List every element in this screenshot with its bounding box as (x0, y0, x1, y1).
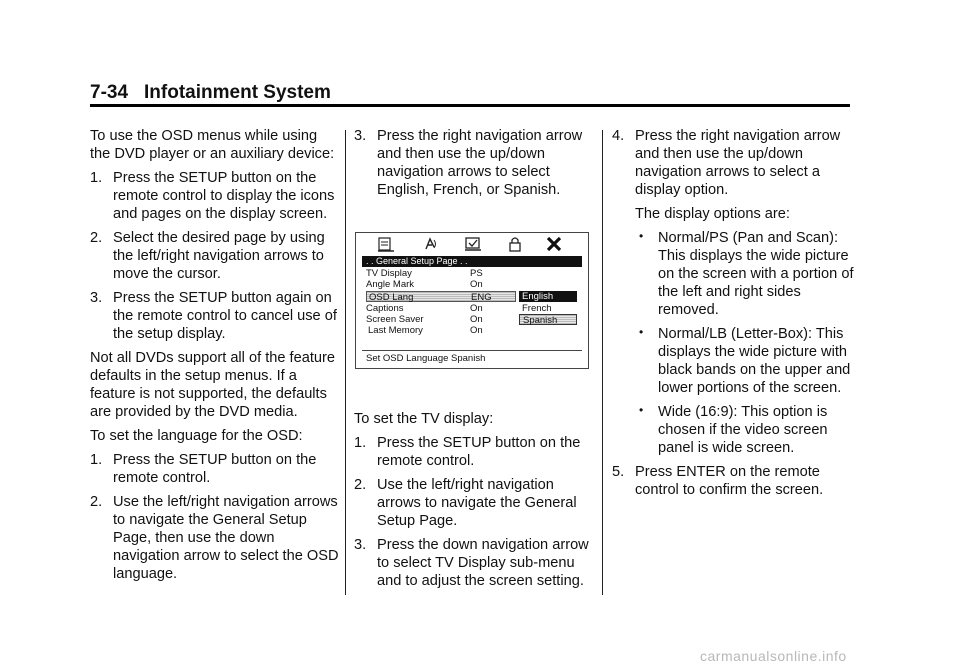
general-setup-screen-figure (355, 232, 589, 369)
exit-icon (546, 236, 562, 252)
list-item: • Normal/LB (Letter-Box): This displays the wide picture with black bands on the upper and lower portions of the screen. (639, 325, 851, 396)
column-1 (90, 127, 340, 589)
list-item: 3. Press the down navigation arrow to select TV Display sub-menu and to adjust the screen setting. (354, 537, 589, 589)
setup-row-tv-display: TV Display PS (366, 268, 483, 279)
screen-divider (362, 350, 582, 351)
setup-page-title: . . General Setup Page . . (362, 256, 582, 267)
section-title: Infotainment System (144, 82, 331, 103)
column-2-lower (354, 410, 599, 596)
list-item: • Wide (16:9): This option is chosen if the video screen panel is wide screen. (639, 403, 828, 456)
setup-row-captions: Captions On (366, 303, 483, 314)
list-item: • Normal/PS (Pan and Scan): This displays the wide picture on the screen with a portion of the left and right sides removed. (639, 229, 854, 318)
list-item: 4. Press the right navigation arrow and then use the up/down navigation arrows to select a display option. (612, 128, 841, 198)
column-divider-1 (345, 130, 346, 595)
note-paragraph: Not all DVDs support all of the feature defaults in the setup menus. If a feature is not supported, the defaults are provided by the DVD media. (90, 350, 335, 420)
osd-intro-paragraph: To use the OSD menus while using the DVD player or an auxiliary device: (90, 128, 335, 162)
setup-row-screen-saver: Screen Saver On (366, 314, 483, 325)
language-option-spanish: Spanish (519, 314, 577, 325)
watermark-text: carmanualsonline.info (700, 648, 847, 664)
list-item: 1. Press the SETUP button on the remote control. (354, 435, 581, 469)
column-3 (612, 127, 857, 505)
video-setup-icon (465, 236, 481, 252)
general-setup-icon (378, 236, 394, 252)
page-heading (90, 82, 850, 104)
osd-language-intro: To set the language for the OSD: (90, 428, 303, 444)
list-item: 2. Select the desired page by using the left/right navigation arrows to move the cursor. (90, 230, 325, 282)
lock-icon (507, 236, 523, 252)
page-header (90, 82, 850, 104)
list-item: 2. Use the left/right navigation arrows to navigate the General Setup Page. (354, 477, 577, 529)
tv-display-intro: To set the TV display: (354, 411, 494, 427)
language-option-french: French (522, 303, 552, 314)
setup-row-last-memory: Last Memory On (368, 325, 483, 336)
language-option-english: English (519, 291, 577, 302)
list-item: 5. Press ENTER on the remote control to confirm the screen. (612, 464, 824, 498)
column-divider-2 (602, 130, 603, 595)
list-item: 1. Press the SETUP button on the remote control. (90, 452, 317, 486)
list-item: 2. Use the left/right navigation arrows to navigate the General Setup Page, then use the down navigation arrow to select the OSD language. (90, 494, 339, 582)
setup-row-angle-mark: Angle Mark On (366, 279, 483, 290)
list-item: 1. Press the SETUP button on the remote control to display the icons and pages on the display screen. (90, 170, 335, 222)
audio-setup-icon (423, 236, 439, 252)
display-options-intro: The display options are: (635, 206, 790, 222)
page-number: 7-34 (90, 82, 129, 103)
list-item: 3. Press the right navigation arrow and then use the up/down navigation arrows to select English, French, or Spanish. (354, 128, 583, 198)
setup-row-osd-lang: OSD Lang ENG (366, 291, 516, 302)
column-2 (354, 127, 599, 205)
header-rule (90, 104, 850, 107)
list-item: 3. Press the SETUP button again on the remote control to cancel use of the setup display. (90, 290, 337, 342)
setup-status-text: Set OSD Language Spanish (366, 353, 486, 364)
setup-icon-bar (356, 233, 588, 255)
